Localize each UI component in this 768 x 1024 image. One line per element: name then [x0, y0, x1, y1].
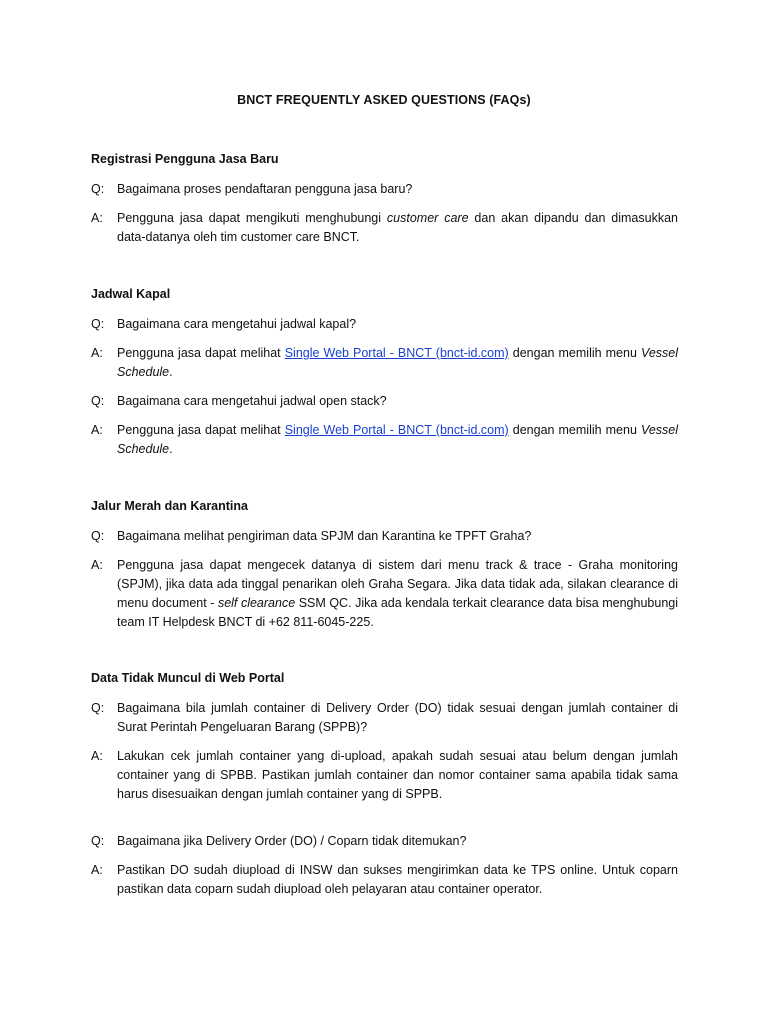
question-text: Bagaimana melihat pengiriman data SPJM dan Karantina ke TPFT Graha?: [117, 529, 532, 543]
a-label: A:: [91, 211, 103, 225]
question-text: Bagaimana bila jumlah container di Delivery Order (DO) tidak sesuai dengan jumlah container di Surat Perintah Pengeluaran Barang (SPPB)?: [117, 701, 678, 734]
section-data-tidak-muncul: [91, 670, 678, 899]
q-label: Q:: [91, 394, 105, 408]
answer-text: Pastikan DO sudah diupload di INSW dan sukses mengirimkan data ke TPS online. Untuk coparn pastikan data coparn sudah diupload oleh pelayaran atau container operator.: [117, 863, 678, 896]
answer-text: Pengguna jasa dapat mengecek datanya di sistem dari menu track & trace - Graha monitoring (SPJM), jika data ada tinggal penarikan oleh Graha Segara. Jika data tidak ada, silakan clearance di menu document - self clearance SSM QC. Jika ada kendala terkait clearance data bisa menghubungi team IT Helpdesk BNCT di +62 811-6045-225.: [117, 558, 679, 629]
answer: [91, 209, 678, 247]
q-label: Q:: [91, 701, 105, 715]
page-title: BNCT FREQUENTLY ASKED QUESTIONS (FAQs): [237, 93, 531, 107]
section-registrasi: [91, 151, 678, 247]
a-label: A:: [91, 863, 103, 877]
section-jadwal-kapal: [91, 286, 678, 459]
question-text: Bagaimana cara mengetahui jadwal open stack?: [117, 394, 387, 408]
answer-text: Pengguna jasa dapat melihat Single Web Portal - BNCT (bnct-id.com) dengan memilih menu Vessel Schedule.: [117, 346, 679, 379]
q-label: Q:: [91, 182, 105, 196]
portal-link[interactable]: Single Web Portal - BNCT (bnct-id.com): [284, 346, 509, 360]
question: [91, 527, 678, 546]
answer: [91, 556, 678, 632]
a-label: A:: [91, 558, 103, 572]
answer-text: Pengguna jasa dapat melihat Single Web Portal - BNCT (bnct-id.com) dengan memilih menu Vessel Schedule.: [117, 423, 679, 456]
question-text: Bagaimana proses pendaftaran pengguna jasa baru?: [117, 182, 413, 196]
a-label: A:: [91, 346, 103, 360]
question: [91, 832, 678, 851]
question: [91, 699, 678, 737]
answer: [91, 747, 678, 804]
section-heading: Data Tidak Muncul di Web Portal: [91, 671, 285, 685]
section-heading: Jadwal Kapal: [91, 287, 171, 301]
a-label: A:: [91, 749, 103, 763]
answer: [91, 344, 678, 382]
section-heading: Jalur Merah dan Karantina: [91, 499, 248, 513]
q-label: Q:: [91, 529, 105, 543]
question-text: Bagaimana cara mengetahui jadwal kapal?: [117, 317, 357, 331]
answer: [91, 861, 678, 899]
question: [91, 315, 678, 334]
answer-text: Pengguna jasa dapat mengikuti menghubungi customer care dan akan dipandu dan dimasukkan data-datanya oleh tim customer care BNCT.: [117, 211, 678, 244]
answer: [91, 421, 678, 459]
answer-text: Lakukan cek jumlah container yang di-upload, apakah sudah sesuai atau belum dengan jumlah container yang di SPBB. Pastikan jumlah container dan nomor container sama apabila tidak sama harus disesuaikan dengan jumlah container yang di SPPB.: [117, 749, 678, 801]
question-text: Bagaimana jika Delivery Order (DO) / Coparn tidak ditemukan?: [117, 834, 467, 848]
portal-link[interactable]: Single Web Portal - BNCT (bnct-id.com): [284, 423, 509, 437]
a-label: A:: [91, 423, 103, 437]
question: [91, 392, 678, 411]
section-jalur-merah: [91, 498, 678, 632]
q-label: Q:: [91, 317, 105, 331]
question: [91, 180, 678, 199]
section-heading: Registrasi Pengguna Jasa Baru: [91, 152, 279, 166]
q-label: Q:: [91, 834, 105, 848]
